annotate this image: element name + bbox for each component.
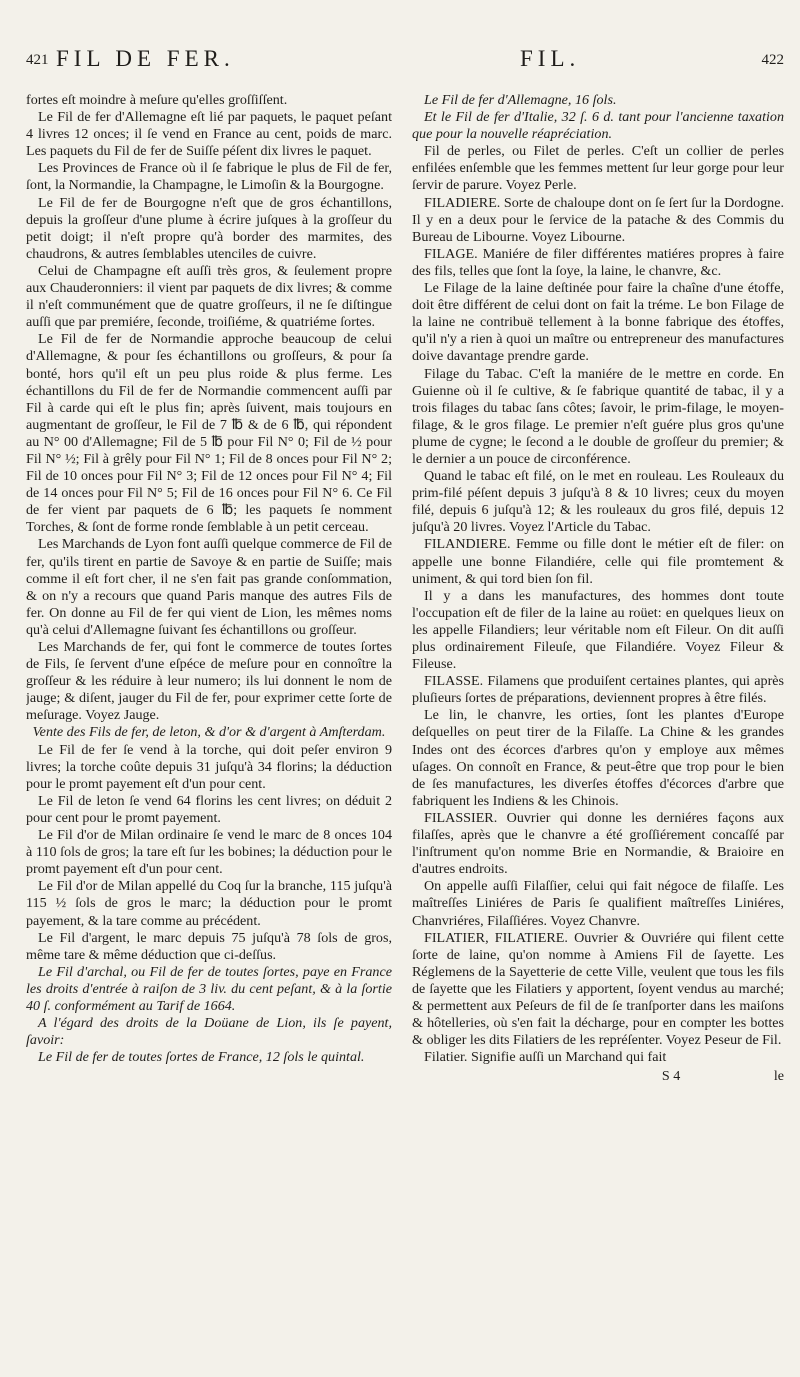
paragraph: fortes eſt moindre à meſure qu'elles groſſiſſent. (26, 92, 288, 108)
right-running-title: FIL. (520, 46, 581, 71)
left-column (26, 92, 392, 1362)
entry-filage-du-tabac: Filage du Tabac. C'eſt la maniére de le mettre en corde. En Guienne où il ſe cultive, & ſe fabrique quantité de tabac, il y a trois filages du tabac ſans côtes; ſavoir, le prim-filage, le moyen-filage, & le gros filage. Le premier n'eſt guére plus gros qu'une plume de cygne; le ſecond a le double de groſſeur du premier; & le dernier a un pouce de circonférence. (412, 365, 784, 467)
paragraph: Le Fil de fer d'Allemagne, 16 ſols. (424, 92, 617, 108)
paragraph: On appelle auſſi Filaſſier, celui qui fait négoce de filaſſe. Les maîtreſſes Liniéres de Paris ſe qualifient maîtreſſes Liniéres, Chanvriéres, Filaſſiéres. Voyez Chanvre. (412, 878, 784, 929)
right-column (412, 92, 784, 1362)
entry-filandiere: FILANDIERE. Femme ou fille dont le métier eſt de filer: on appelle une bonne Filandiére, celle qui file promtement & uniment, & qui tord bien ſon fil. (412, 536, 784, 587)
paragraph: Il y a dans les manufactures, des hommes dont toute l'occupation eſt de filer de la laine au roüet: en quelques lieux on les appelle Filandiers; leur véritable nom eſt Fileur. On dit auſſi plus ordinairement Fileuſe, que Filandiére. Voyez Fileur & Fileuse. (412, 587, 784, 673)
paragraph: Le Filage de la laine deſtinée pour faire la chaîne d'une étoffe, doit être différent de celui dont on fait la tréme. Le bon Filage de la laine ne contribuë tellement à la bonne fabrique des étoffes, qu'il n'y a rien à quoi un maître ou entrepreneur des manufactures doive davantage prendre garde. (412, 280, 784, 365)
page-footer (412, 1068, 784, 1085)
paragraph: Le Fil d'or de Milan appellé du Coq ſur la branche, 115 juſqu'à 115 ½ ſols de gros le marc; la déduction pour le promt payement, & la tare comme au précédent. (26, 878, 392, 929)
paragraph: Le Fil d'argent, le marc depuis 75 juſqu'à 78 ſols de gros, même tare & même déduction que ci-deſſus. (26, 929, 392, 963)
left-running-title: FIL DE FER. (56, 46, 235, 71)
paragraph: Et le Fil de fer d'Italie, 32 ſ. 6 d. tant pour l'ancienne taxation que pour la nouvelle réapréciation. (412, 109, 784, 143)
paragraph: Le Fil de leton ſe vend 64 florins les cent livres; on déduit 2 pour cent pour le promt payement. (26, 792, 392, 826)
signature-mark: S 4 (661, 1068, 681, 1085)
paragraph: Le Fil de fer de toutes ſortes de France, 12 ſols le quintal. (38, 1049, 365, 1066)
paragraph: Le Fil d'archal, ou Fil de fer de toutes ſortes, paye en France les droits d'entrée à raiſon de 3 liv. du cent peſant, & à la ſortie 40 ſ. conformément au Tarif de 1664. (26, 963, 392, 1014)
paragraph: Le Fil de fer de Normandie approche beaucoup de celui d'Allemagne, & pour ſes échantillons ou groſſeurs, & pour ſa bonté, hors qu'il eſt un peu plus roide & plus ferme. Les échantillons du Fil de fer de Normandie commencent auſſi par Fil à carde qui eſt le plus fin; après ſuivent, mais toujours en augmentant de groſſeur, le Fil de 7 ℔ & de 6 ℔, qui répondent au N° 00 d'Allemagne; Fil de 5 ℔ pour Fil N° 0; Fil de ½ pour Fil N° ½; Fil à grêly pour Fil N° 1; Fil de 8 onces pour Fil N° 2; Fil de 10 onces pour Fil N° 3; Fil de 12 onces pour Fil N° 4; Fil de 14 onces pour Fil N° 5; Fil de 16 onces pour Fil N° 6. Ce Fil de fer vient par paquets de 6 ℔; les paquets ſe nomment Torches, & ſont de forme ronde ſemblable à un petit cerceau. (26, 331, 392, 536)
entry-filage: FILAGE. Maniére de filer différentes matiéres propres à faire des fils, telles que ſont la ſoye, la laine, le chanvre, &c. (412, 245, 784, 279)
paragraph: Les Provinces de France où il ſe fabrique le plus de Fil de fer, ſont, la Normandie, la Champagne, le Limoſin & la Bourgogne. (26, 160, 392, 194)
paragraph: Le Fil d'or de Milan ordinaire ſe vend le marc de 8 onces 104 à 110 ſols de gros; la tare eſt ſur les bobines; la déduction pour le promt payement eſt d'un pour cent. (26, 827, 392, 878)
paragraph: Le lin, le chanvre, les orties, ſont les plantes d'Europe deſquelles on peut tirer de la Filaſſe. La Chine & les grandes Indes ont des écorces d'arbres qu'on y employe aux mêmes uſages. On connoît en France, & peut-être que trop pour le bien de ſes manufactures, les diverſes étoffes d'écorces d'arbre que fabriquent les Indiens & les Chinois. (412, 707, 784, 809)
paragraph: Les Marchands de Lyon font auſſi quelque commerce de Fil de fer, qu'ils tirent en partie de Savoye & en partie de Suiſſe; mais comme il eſt fort cher, il ne s'en fait pas grande conſommation, & on n'y a recours que quand Paris manque des autres Fils de fer. On donne au Fil de fer qui vient de Lion, les mêmes noms qu'à celui d'Allemagne ſuivant ſes échantillons ou groſſeur. (26, 536, 392, 638)
paragraph: A l'égard des droits de la Doüane de Lion, ils ſe payent, ſavoir: (26, 1015, 392, 1049)
paragraph: Le Fil de fer ſe vend à la torche, qui doit peſer environ 9 livres; la torche coûte depuis 31 juſqu'à 34 florins; la déduction pour le promt payement eſt d'un pour cent. (26, 741, 392, 792)
entry-filatier-marchand: Filatier. Signifie auſſi un Marchand qui fait (424, 1049, 667, 1066)
section-heading: Vente des Fils de fer, de leton, & d'or & d'argent à Amſterdam. (32, 724, 386, 741)
catchword: le (773, 1068, 784, 1085)
entry-filasse: FILASSE. Filamens que produiſent certaines plantes, qui après pluſieurs ſortes de préparations, deviennent propres à être filés. (412, 673, 784, 707)
entry-fil-de-perles: Fil de perles, ou Filet de perles. C'eſt un collier de perles enfilées enſemble que les femmes mettent ſur leur gorge pour leur ſervir de parure. Voyez Perle. (412, 143, 784, 194)
paragraph: Quand le tabac eſt filé, on le met en rouleau. Les Rouleaux du prim-filé péſent depuis 3 juſqu'à 8 & 10 livres; ceux du moyen filé, depuis 6 juſqu'à 12; & les rouleaux du gros filé, depuis 12 juſqu'à 20 livres. Voyez l'Article du Tabac. (412, 468, 784, 536)
entry-filadiere: FILADIERE. Sorte de chaloupe dont on ſe ſert ſur la Dordogne. Il y en a deux pour le ſervice de la patache & des Commis du Bureau de Libourne. Voyez Libourne. (412, 194, 784, 245)
paragraph: Le Fil de fer d'Allemagne eſt lié par paquets, le paquet peſant 4 livres 12 onces; il ſe vend en France au cent, poids de marc. Les paquets du Fil de fer de Suiſſe péſent dix livres le paquet. (26, 109, 392, 160)
entry-filatier: FILATIER, FILATIERE. Ouvrier & Ouvriére qui filent cette ſorte de laine, qu'on nomme à Amiens Fil de ſayette. Les Réglemens de la Sayetterie de cette Ville, veulent que tous les fils de ſayette que les Filatiers y apportent, ſoyent vendus au marché; & permettent aux Peſeurs de fil de ſe tranſporter dans les maiſons & hôtelleries, où s'en fait la décharge, pour en compter les bottes & obliger les dits Filatiers de les repréſenter. Voyez Peseur de Fil. (412, 929, 784, 1049)
left-page-number: 421 (26, 52, 49, 68)
right-page-number: 422 (761, 52, 784, 68)
paragraph: Les Marchands de fer, qui font le commerce de toutes ſortes de Fils, ſe ſervent d'une eſpéce de meſure pour en connoître la groſſeur & les réduire à leur numero; ils lui donnent le nom de jauge; & diſent, jauger du Fil de fer, pour exprimer cette ſorte de meſurage. Voyez Jauge. (26, 639, 392, 724)
left-running-header (26, 46, 392, 86)
right-running-header (412, 46, 784, 86)
paragraph: Le Fil de fer de Bourgogne n'eſt que de gros échantillons, depuis la groſſeur d'une plume à écrire juſques à la groſſeur du petit doigt; il n'eſt propre qu'à border des marmites, des chaudrons, & autres ſemblables utenciles de cuivre. (26, 194, 392, 262)
paragraph: Celui de Champagne eſt auſſi très gros, & ſeulement propre aux Chauderonniers: il vient par paquets de dix livres; & comme il n'eſt communément que de quatre groſſeurs, il ne ſe diſtingue auſſi que par premiére, ſeconde, troiſiéme, & quatriéme ſortes. (26, 262, 392, 331)
entry-filassier: FILASSIER. Ouvrier qui donne les derniéres façons aux filaſſes, après que le chanvre a été groſſiérement concaſſé par l'inſtrument qu'on nomme Brie en Normandie, & Braioire en d'autres endroits. (412, 809, 784, 878)
